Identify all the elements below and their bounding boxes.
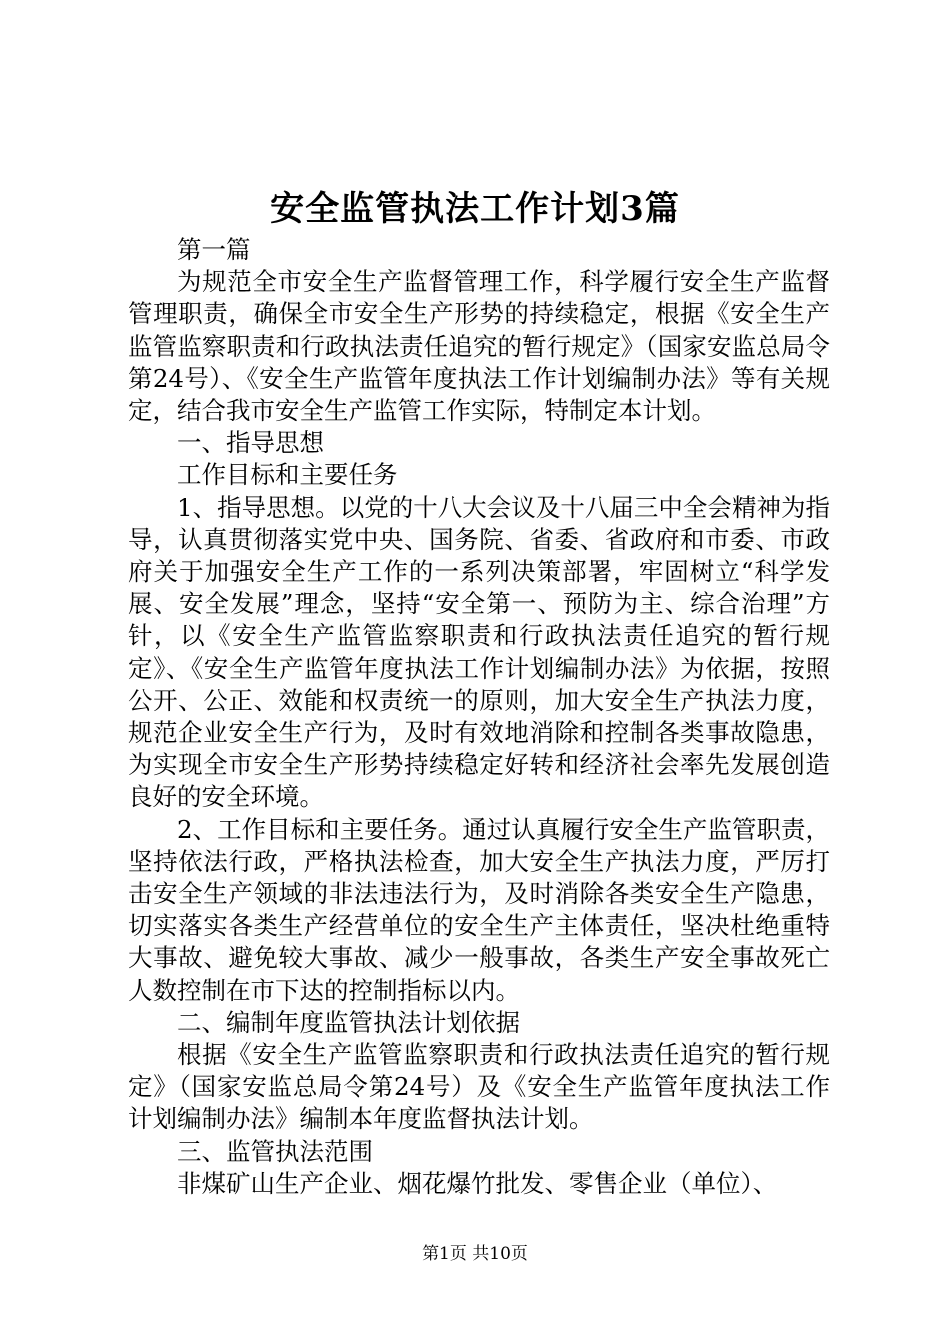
section-heading-plan-basis: 二、编制年度监管执法计划依据	[177, 1007, 520, 1037]
paragraph-intro: 为规范全市安全生产监督管理工作，科学履行安全生产监督管理职责，确保全市安全生产形势的持续稳定，根据《安全生产监管监察职责和行政执法责任追究的暂行规定》（国家安监总局令第24号）、《安全生产监管年度执法工作计划编制办法》等有关规定，结合我市安全生产监管工作实际，特制定本计划。	[128, 267, 830, 426]
section-heading-goals-and-tasks: 工作目标和主要任务	[177, 460, 398, 490]
paragraph-goals-and-tasks: 2、工作目标和主要任务。通过认真履行安全生产监管职责，坚持依法行政，严格执法检查，加大安全生产执法力度，严厉打击安全生产领域的非法违法行为，及时消除各类安全生产隐患，切实落实各类生产经营单位的安全生产主体责任，坚决杜绝重特大事故、避免较大事故、减少一般事故，各类生产安全事故死亡人数控制在市下达的控制指标以内。	[128, 814, 830, 1005]
paragraph-part-heading: 第一篇	[177, 235, 251, 264]
document-title: 安全监管执法工作计划3篇	[270, 189, 680, 229]
section-heading-guiding-ideology: 一、指导思想	[177, 428, 324, 458]
paragraph-enforcement-scope: 非煤矿山生产企业、烟花爆竹批发、零售企业（单位）、	[177, 1168, 778, 1198]
document-body	[128, 234, 830, 1200]
paragraph-guiding-ideology: 1、指导思想。以党的十八大会议及十八届三中全会精神为指导，认真贯彻落实党中央、国务院、省委、省政府和市委、市政府关于加强安全生产工作的一系列决策部署，牢固树立“科学发展、安全发展”理念，坚持“安全第一、预防为主、综合治理”方针，以《安全生产监管监察职责和行政执法责任追究的暂行规定》、《安全生产监管年度执法工作计划编制办法》为依据，按照公开、公正、效能和权责统一的原则，加大安全生产执法力度，规范企业安全生产行为，及时有效地消除和控制各类事故隐患，为实现全市安全生产形势持续稳定好转和经济社会率先发展创造良好的安全环境。	[128, 492, 830, 812]
section-heading-enforcement-scope: 三、监管执法范围	[177, 1136, 373, 1166]
paragraph-plan-basis: 根据《安全生产监管监察职责和行政执法责任追究的暂行规定》（国家安监总局令第24号）及《安全生产监管年度执法工作计划编制办法》编制本年度监督执法计划。	[128, 1040, 830, 1134]
page-footer: 第1页 共10页	[422, 1244, 528, 1264]
